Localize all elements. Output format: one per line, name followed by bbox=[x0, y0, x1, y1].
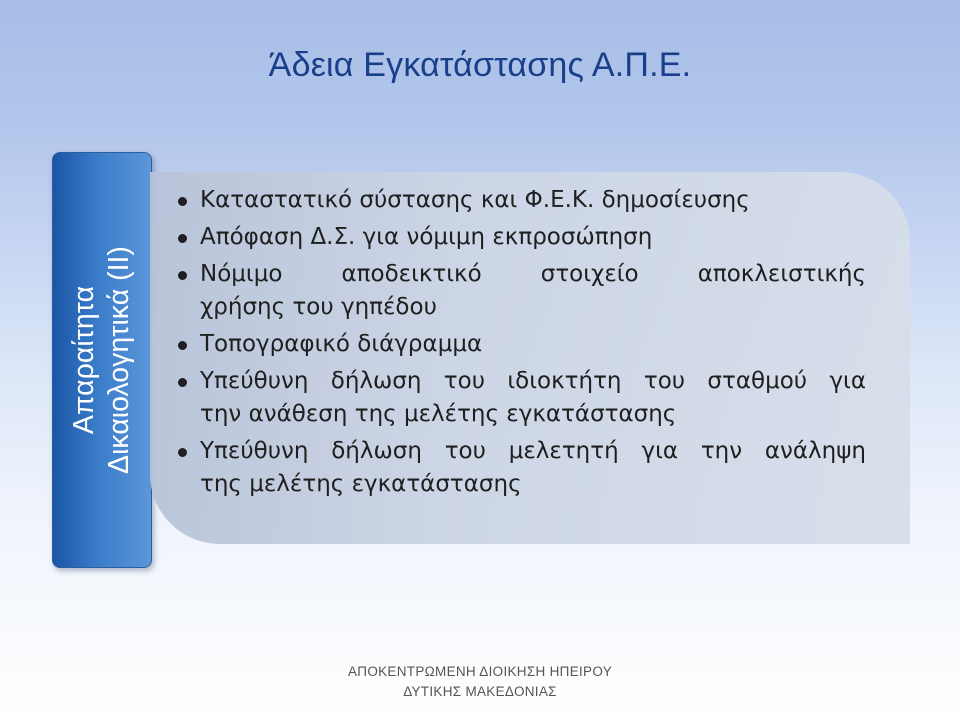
footer bbox=[0, 662, 960, 702]
bullet-item-5 bbox=[176, 365, 866, 431]
side-label-text bbox=[67, 160, 137, 560]
bullet-text: Καταστατικό σύστασης και Φ.Ε.Κ. δημοσίευσης bbox=[200, 187, 750, 213]
bullet-item-4 bbox=[176, 328, 866, 361]
side-label-line-2: Δικαιολογητικά (ΙΙ) bbox=[103, 246, 135, 474]
bullet-text: Τοπογραφικό διάγραμμα bbox=[200, 331, 483, 357]
side-label-panel bbox=[52, 152, 152, 568]
footer-line-2: ΔΥΤΙΚΗΣ ΜΑΚΕΔΟΝΙΑΣ bbox=[403, 684, 557, 699]
bullet-item-3 bbox=[176, 258, 866, 324]
footer-line-1: ΑΠΟΚΕΝΤΡΩΜΕΝΗ ΔΙΟΙΚΗΣΗ ΗΠΕΙΡΟΥ bbox=[347, 664, 613, 679]
bullet-item-2 bbox=[176, 221, 866, 254]
bullet-text-line-2: την ανάθεση της μελέτης εγκατάστασης bbox=[200, 401, 677, 427]
bullet-text: Απόφαση Δ.Σ. για νόμιμη εκπροσώπηση bbox=[200, 224, 653, 250]
bullet-item-6 bbox=[176, 435, 866, 501]
bullet-list bbox=[176, 184, 866, 505]
bullet-item-1 bbox=[176, 184, 866, 217]
side-label-line-1: Απαραίτητα bbox=[68, 285, 100, 435]
slide-title: Άδεια Εγκατάστασης Α.Π.Ε. bbox=[268, 46, 692, 84]
bullet-text-line-1: Νόμιμο αποδεικτικό στοιχείο αποκλειστικής bbox=[200, 261, 866, 287]
bullet-text-line-2: χρήσης του γηπέδου bbox=[200, 294, 437, 320]
bullet-text-line-1: Υπεύθυνη δήλωση του μελετητή για την ανάληψη bbox=[200, 438, 866, 464]
bullet-text-line-2: της μελέτης εγκατάστασης bbox=[200, 471, 522, 497]
bullet-text-line-1: Υπεύθυνη δήλωση του ιδιοκτήτη του σταθμού για bbox=[200, 368, 866, 394]
